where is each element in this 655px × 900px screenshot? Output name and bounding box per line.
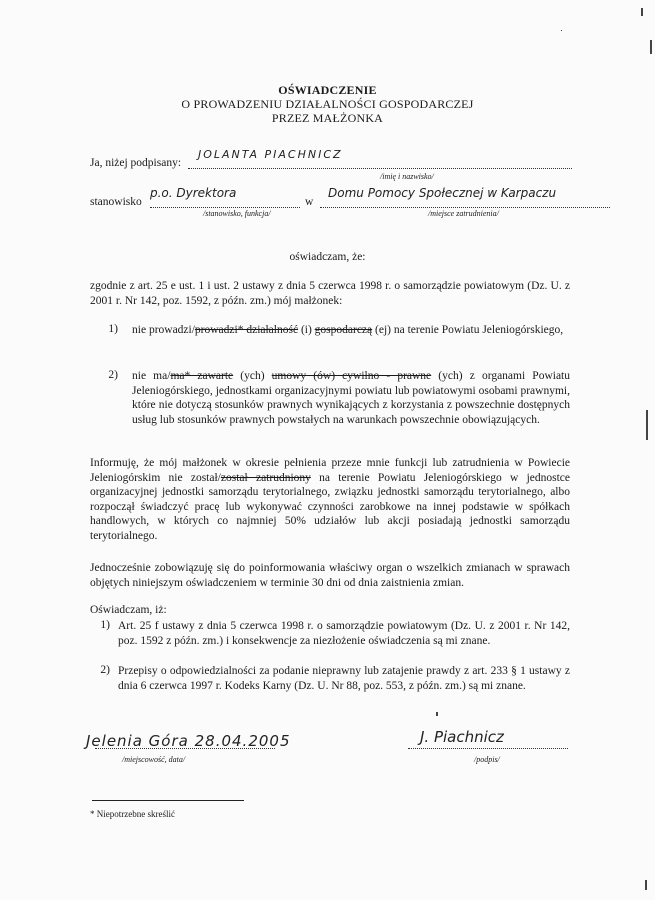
- declarant-name-handwritten: JOLANTA PIACHNICZ: [198, 148, 343, 161]
- aware-item-number: 1): [100, 619, 110, 631]
- struck-item-part: prowadzi* działalność: [194, 324, 299, 336]
- intro-paragraph: zgodnie z art. 25 e ust. 1 i ust. 2 ustawy z dnia 5 czerwca 1998 r. o samorządzie powiatowym (Dz. U. z 2001 r. Nr 142, poz. 1592, z późn. zm.) mój małżonek:: [90, 280, 570, 307]
- doc-title: OŚWIADCZENIE: [278, 83, 377, 97]
- inform-part: na terenie Powiatu Jeleniogórskiego w jednostce organizacyjnej jednostki samorządu terytorialnego, związku jednostki samorządu terytorialnego, albo rozpoczął świadczyć pracę lub wykonywać czynności zarobkowe na innej podstawie w spółkach handlowych, w których co najmniej 50% udziałów lub akcji posiadają jednostki samorządu terytorialnego.: [90, 471, 570, 542]
- declare-heading: oświadczam, że:: [289, 251, 366, 263]
- item-part: (ych) z organami Powiatu Jeleniogórskiego, jednostkami organizacyjnymi powiatu lub powiatowymi osobami prawnymi, które nie dotyczą stosunków prawnych wynikających z korzystania z powszechnie dostępnych usług lub stosunków prawnych powstałych na warunkach powszechnie obowiązujących.: [132, 370, 571, 426]
- item-part: nie ma/: [132, 370, 171, 382]
- scan-mark: [561, 30, 562, 31]
- item-number: 2): [108, 369, 118, 381]
- declarant-label: Ja, niżej podpisany:: [90, 157, 182, 169]
- workplace-caption: /miejsce zatrudnienia/: [428, 209, 499, 218]
- footnote-separator: [92, 800, 244, 801]
- struck-inform-part: został zatrudniony: [220, 471, 311, 484]
- aware-item-text: Przepisy o odpowiedzialności za podanie nieprawny lub zatajenie prawdy z art. 233 § 1 ustawy z dnia 6 czerwca 1997 r. Kodeks Karny (Dz. U. Nr 88, poz. 553, z późn. zm.) są mi znane.: [118, 665, 570, 692]
- signature-handwritten: J. Piachnicz: [420, 728, 504, 746]
- aware-item-number: 2): [100, 664, 110, 676]
- inform-paragraph: [90, 456, 570, 544]
- item-number: 1): [108, 323, 118, 335]
- signature-dotted-line: [408, 742, 568, 749]
- item-text: [132, 323, 570, 338]
- doc-subtitle-line2: PRZEZ MAŁŻONKA: [271, 111, 384, 125]
- struck-item-part: gospodarczą: [314, 324, 373, 336]
- item-text: [132, 369, 570, 427]
- aware-heading: Oświadczam, iż:: [90, 604, 167, 616]
- scan-mark: [646, 410, 648, 440]
- position-caption: /stanowisko, funkcja/: [203, 209, 271, 218]
- place-date-handwritten: Jelenia Góra 28.04.2005: [86, 732, 291, 750]
- item-part: (i): [298, 324, 315, 336]
- name-caption: /imię i nazwisko/: [380, 172, 434, 181]
- item-part: (ych): [233, 370, 272, 382]
- scan-mark: [650, 40, 652, 54]
- item-part: prowadzi/: [148, 324, 195, 336]
- item-part: (ej) na terenie Powiatu Jeleniogórskiego,: [372, 324, 564, 336]
- inform-part: Informuję, że mój małżonek w okresie pełnienia przeze mnie funkcji lub zatrudnienia w Powiecie Jeleniogórskim nie został/: [90, 457, 570, 484]
- struck-item-part: umowy (ów) cywilno - prawne: [271, 370, 432, 382]
- workplace-handwritten: Domu Pomocy Społecznej w Karpaczu: [328, 186, 557, 200]
- scan-mark: [436, 712, 438, 716]
- struck-item-part: ma* zawarte: [170, 370, 234, 382]
- aware-item-text: Art. 25 f ustawy z dnia 5 czerwca 1998 r. o samorządzie powiatowym (Dz. U. z 2001 r. Nr 142, poz. 1592 z późn. zm.) i konsekwencje za niezłożenie oświadczenia są mi znane.: [118, 620, 570, 647]
- scan-mark: [645, 880, 647, 890]
- position-label: stanowisko: [90, 196, 142, 208]
- footnote-text: * Niepotrzebne skreślić: [90, 809, 175, 819]
- scan-mark: [641, 8, 643, 16]
- doc-subtitle-line1: O PROWADZENIU DZIAŁALNOŚCI GOSPODARCZEJ: [181, 97, 474, 111]
- item-part: nie: [132, 324, 149, 336]
- workplace-w-label: w: [305, 196, 314, 208]
- commitment-paragraph: Jednocześnie zobowiązuję się do poinformowania właściwy organ o wszelkich zmianach w sprawach objętych niniejszym oświadczeniem w terminie 30 dni od dnia zaistnienia zmian.: [90, 562, 570, 589]
- position-handwritten: p.o. Dyrektora: [150, 186, 237, 200]
- place-date-caption: /miejscowość, data/: [122, 755, 186, 764]
- signature-caption: /podpis/: [474, 755, 500, 764]
- place-date-dotted-line: [95, 742, 275, 749]
